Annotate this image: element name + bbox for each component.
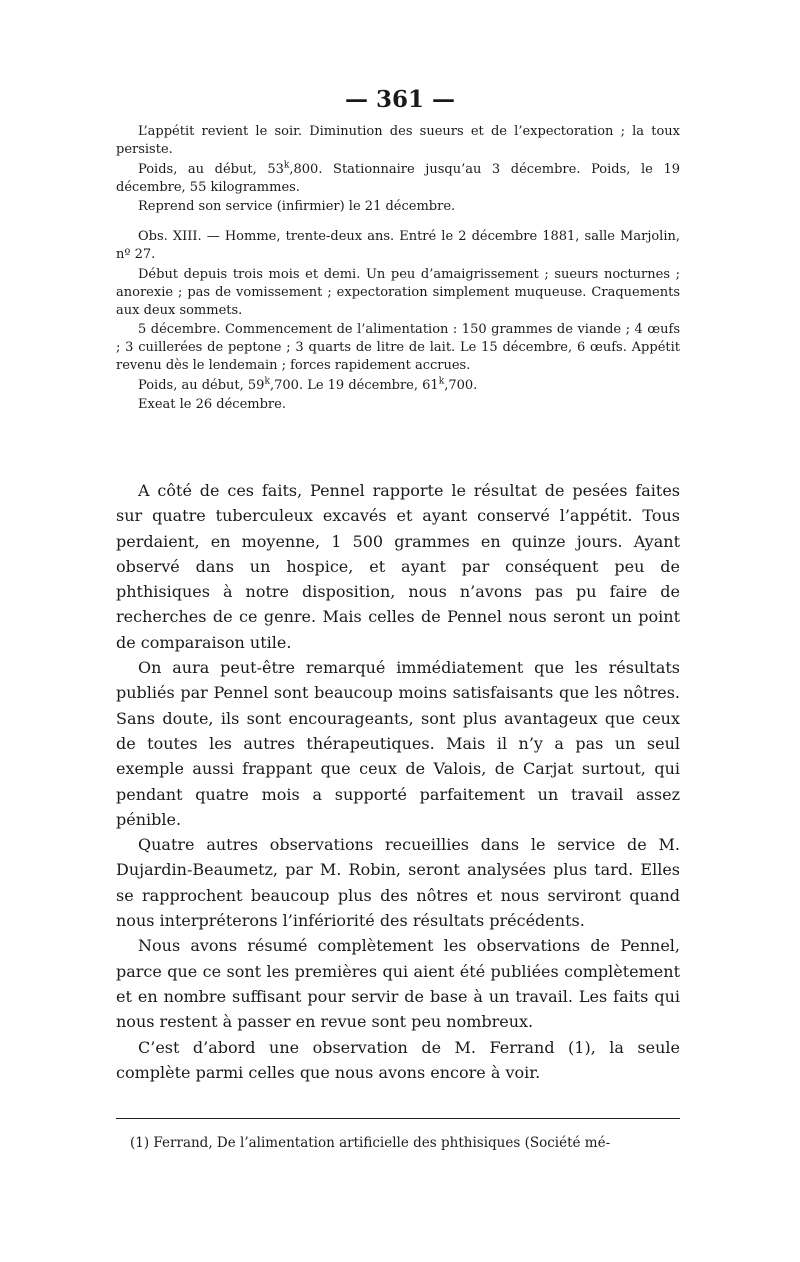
observation-paragraph: Reprend son service (infirmier) le 21 décembre.	[138, 199, 456, 214]
footnote-block	[116, 1134, 680, 1152]
observation-paragraph: Exeat le 26 décembre.	[138, 397, 286, 412]
page-number: — 361 —	[344, 86, 456, 113]
body-paragraph: On aura peut-être remarqué immédiatement que les résultats publiés par Pennel sont beaucoup moins satisfaisants que les nôtres. Sans doute, ils sont encourageants, sont plus avantageux que ceux de toutes les autres thérapeutiques. Mais il n’y a pas un seul exemple aussi frappant que ceux de Valois, de Carjat surtout, qui pendant quatre mois a supporté parfaitement un travail assez pénible.	[116, 658, 680, 829]
observation-paragraph: Poids, au début, 59$^k$,700. Le 19 décembre, 61$^k$,700.	[138, 376, 478, 393]
footnote-divider	[116, 1118, 680, 1119]
observation-heading-paragraph: Obs. XIII. — Homme, trente-deux ans. Entré le 2 décembre 1881, salle Marjolin, nº 27.	[116, 229, 680, 262]
body-paragraph: Quatre autres observations recueillies dans le service de M. Dujardin-Beaumetz, par M. Robin, seront analysées plus tard. Elles se rapprochent beaucoup plus des nôtres et nous serviront quand nous interpréterons l’infériorité des résultats précédents.	[116, 835, 680, 931]
footnote-text: (1) Ferrand, De l’alimentation artificielle des phthisiques (Société mé-	[130, 1135, 611, 1151]
observation-paragraph: Poids, au début, 53$^k$,800. Stationnaire jusqu’au 3 décembre. Poids, le 19 décembre, 55 kilogrammes.	[116, 160, 680, 195]
observation-block	[116, 123, 680, 414]
observation-paragraph: L’appétit revient le soir. Diminution des sueurs et de l’expectoration ; la toux persiste.	[116, 124, 680, 157]
observation-paragraph: 5 décembre. Commencement de l’alimentation : 150 grammes de viande ; 4 œufs ; 3 cuillerées de peptone ; 3 quarts de litre de lait. Le 15 décembre, 6 œufs. Appétit revenu dès le lendemain ; forces rapidement accrues.	[116, 322, 680, 373]
body-paragraph: Nous avons résumé complètement les observations de Pennel, parce que ce sont les premières qui aient été publiées complètement et en nombre suffisant pour servir de base à un travail. Les faits qui nous restent à passer en revue sont peu nombreux.	[116, 936, 680, 1032]
main-text	[116, 478, 680, 1085]
body-paragraph: C’est d’abord une observation de M. Ferrand (1), la seule complète parmi celles que nous avons encore à voir.	[116, 1037, 680, 1082]
observation-paragraph: Début depuis trois mois et demi. Un peu d’amaigrissement ; sueurs nocturnes ; anorexie ; pas de vomissement ; expectoration simplement muqueuse. Craquements aux deux sommets.	[116, 266, 680, 318]
body-paragraph: A côté de ces faits, Pennel rapporte le résultat de pesées faites sur quatre tuberculeux excavés et ayant conservé l’appétit. Tous perdaient, en moyenne, 1 500 grammes en quinze jours. Ayant observé dans un hospice, et ayant par conséquent peu de phthisiques à notre disposition, nous n’avons pas pu faire de recherches de ce genre. Mais celles de Pennel nous seront un point de comparaison utile.	[116, 481, 680, 652]
